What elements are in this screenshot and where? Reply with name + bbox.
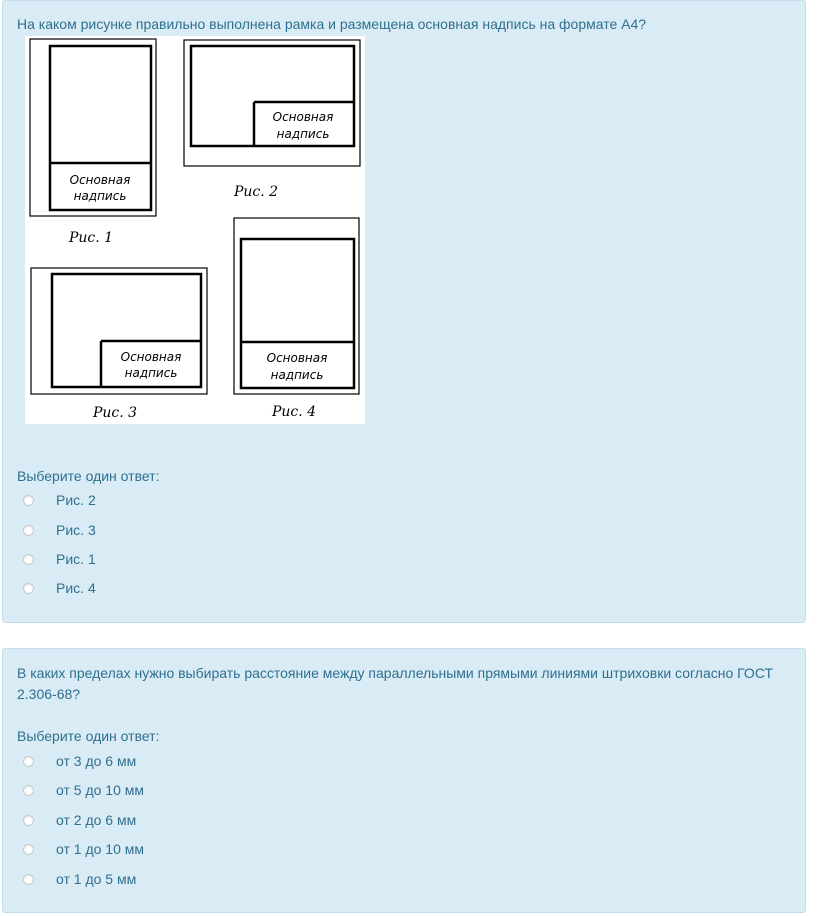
question-text: На каком рисунке правильно выполнена рамка и размещена основная надпись на формате А4?	[17, 16, 647, 32]
drawing-figure	[25, 36, 365, 424]
fig1-caption: Рис. 1	[69, 230, 114, 246]
option-label: Рис. 1	[56, 551, 96, 567]
radio-button[interactable]	[23, 495, 34, 506]
option-label: Рис. 4	[56, 580, 96, 596]
fig4-caption: Рис. 4	[272, 404, 317, 420]
fig4-stamp-line1: Основная	[266, 351, 328, 365]
option-1[interactable]	[23, 490, 96, 510]
figure-2	[184, 40, 360, 200]
option-label: от 3 до 6 мм	[56, 753, 137, 769]
fig3-stamp-line1: Основная	[120, 350, 182, 364]
figure-4	[234, 218, 359, 420]
question-card-1	[2, 0, 806, 623]
fig2-stamp-line2: надпись	[276, 127, 330, 141]
radio-button[interactable]	[23, 874, 34, 885]
radio-button[interactable]	[23, 844, 34, 855]
option-1[interactable]	[23, 751, 136, 771]
figure-3	[31, 268, 207, 421]
option-label: Рис. 3	[56, 522, 96, 538]
option-label: от 1 до 5 мм	[56, 871, 137, 887]
option-5[interactable]	[23, 869, 136, 889]
option-label: от 2 до 6 мм	[56, 812, 137, 828]
option-label: Рис. 2	[56, 492, 96, 508]
option-3[interactable]	[23, 810, 136, 830]
radio-button[interactable]	[23, 554, 34, 565]
figure-1	[30, 39, 156, 246]
fig2-caption: Рис. 2	[234, 184, 279, 200]
option-2[interactable]	[23, 520, 96, 540]
radio-button[interactable]	[23, 815, 34, 826]
radio-button[interactable]	[23, 583, 34, 594]
fig3-caption: Рис. 3	[93, 405, 138, 421]
question-text: В каких пределах нужно выбирать расстояние между параллельными прямыми линиями штриховки согласно ГОСТ 2.306-68?	[17, 665, 774, 702]
fig2-stamp-line1: Основная	[272, 110, 334, 124]
option-4[interactable]	[23, 578, 96, 598]
fig1-stamp-line2: надпись	[73, 189, 127, 203]
option-3[interactable]	[23, 549, 96, 569]
option-4[interactable]	[23, 839, 144, 859]
answer-prompt: Выберите один ответ:	[17, 728, 160, 744]
radio-button[interactable]	[23, 525, 34, 536]
option-label: от 1 до 10 мм	[56, 841, 145, 857]
radio-button[interactable]	[23, 785, 34, 796]
fig3-stamp-line2: надпись	[124, 366, 178, 380]
fig1-stamp-line1: Основная	[69, 173, 131, 187]
question-card-2	[2, 648, 806, 913]
option-2[interactable]	[23, 780, 144, 800]
radio-button[interactable]	[23, 756, 34, 767]
fig4-stamp-line2: надпись	[270, 368, 324, 382]
option-label: от 5 до 10 мм	[56, 782, 145, 798]
answer-prompt: Выберите один ответ:	[17, 468, 160, 484]
